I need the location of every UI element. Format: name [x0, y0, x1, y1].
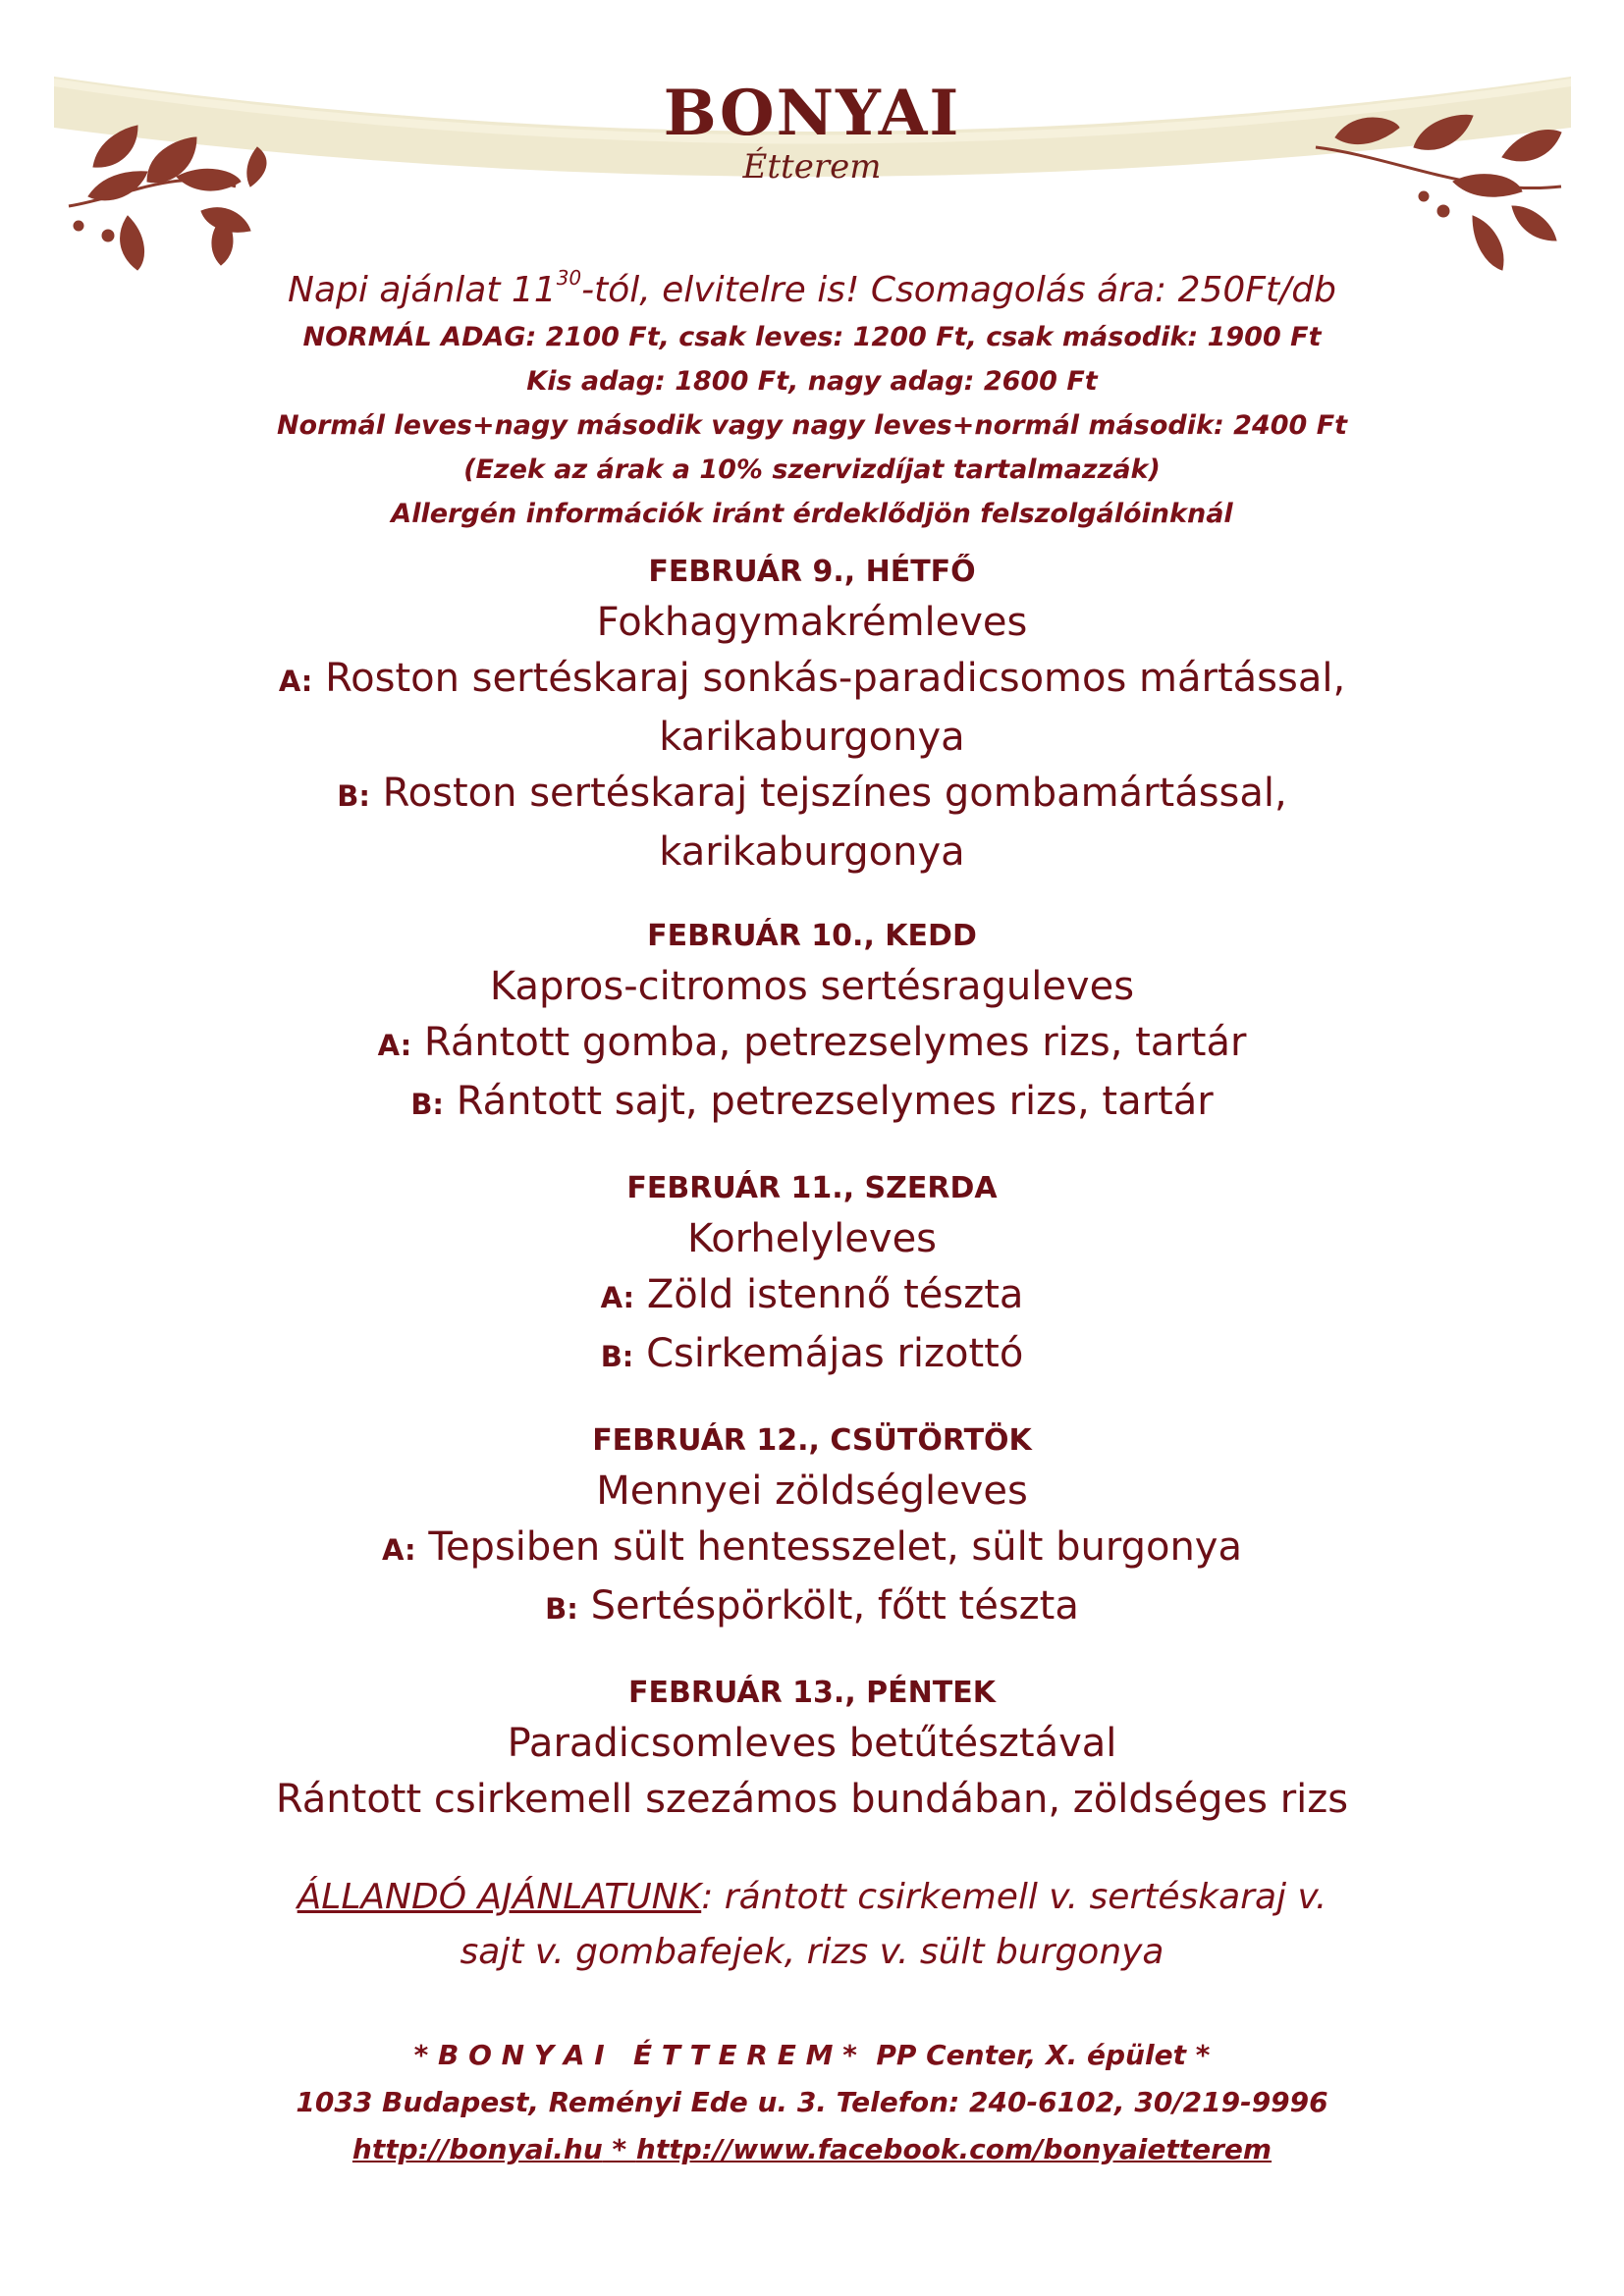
option-b — [0, 1074, 1624, 1133]
link-separator: * — [602, 2133, 636, 2165]
main-dish: Rántott csirkemell szezámos bundában, zöldséges rizs — [275, 1777, 1349, 1822]
option-text: Csirkemájas rizottó — [646, 1331, 1024, 1376]
option-a — [0, 1520, 1624, 1578]
soup: Fokhagymakrémleves — [596, 600, 1028, 645]
price-line: Kis adag: 1800 Ft, nagy adag: 2600 Ft — [526, 366, 1098, 397]
intro-block — [0, 257, 1624, 536]
footer-address-line: 1033 Budapest, Reményi Ede u. 3. Telefon: 240-6102, 30/219-9996 — [296, 2086, 1328, 2118]
option-a — [0, 1015, 1624, 1074]
daily-offer-prefix: Napi ajánlat 11 — [288, 270, 557, 310]
daily-offer-suffix: -tól, elvitelre is! Csomagolás ára: 250Ft/db — [581, 270, 1336, 310]
day-friday — [0, 1671, 1624, 1828]
restaurant-subtitle: Étterem — [742, 147, 882, 187]
footer — [0, 2032, 1624, 2173]
day-thursday — [0, 1418, 1624, 1637]
option-label: B: — [337, 779, 370, 813]
option-text: Rántott sajt, petrezselymes rizs, tartár — [456, 1079, 1214, 1124]
day-tuesday — [0, 914, 1624, 1133]
day-title: FEBRUÁR 10., KEDD — [647, 919, 977, 953]
price-note: (Ezek az árak a 10% szervizdíjat tartalmazzák) — [463, 454, 1161, 485]
option-b — [0, 1578, 1624, 1637]
option-label: B: — [600, 1340, 634, 1373]
day-monday — [0, 550, 1624, 881]
restaurant-name: BONYAI — [663, 77, 961, 150]
option-text: Tepsiben sült hentesszelet, sült burgonya — [428, 1524, 1242, 1570]
day-title: FEBRUÁR 12., CSÜTÖRTÖK — [592, 1423, 1032, 1458]
price-line: Normál leves+nagy második vagy nagy leves+normál második: 2400 Ft — [276, 410, 1348, 441]
option-label: A: — [600, 1281, 635, 1314]
facebook-link[interactable]: http://www.facebook.com/bonyaietterem — [635, 2133, 1272, 2165]
weekly-menu — [0, 550, 1624, 1861]
soup: Paradicsomleves betűtésztával — [507, 1721, 1117, 1766]
permanent-offer-line2: sajt v. gombafejek, rizs v. sült burgonya — [460, 1932, 1164, 1972]
footer-name-line: * B O N Y A I É T T E R E M * PP Center, X. épület * — [413, 2039, 1211, 2071]
daily-offer-sup: 30 — [556, 266, 582, 290]
permanent-offer-text: : rántott csirkemell v. sertéskaraj v. — [701, 1877, 1327, 1917]
option-a — [0, 651, 1624, 710]
header-banner — [0, 0, 1624, 294]
option-label: A: — [278, 665, 313, 698]
permanent-offer-line1 — [0, 1870, 1624, 1925]
option-b — [0, 1326, 1624, 1385]
option-label: B: — [410, 1088, 445, 1121]
price-line: NORMÁL ADAG: 2100 Ft, csak leves: 1200 Ft, csak második: 1900 Ft — [302, 322, 1322, 352]
option-label: A: — [382, 1533, 416, 1567]
option-text: Sertéspörkölt, főtt tészta — [590, 1583, 1079, 1629]
option-b — [0, 766, 1624, 825]
footer-links — [0, 2126, 1624, 2173]
option-text: Rántott gomba, petrezselymes rizs, tartár — [423, 1020, 1247, 1065]
soup: Korhelyleves — [686, 1216, 938, 1261]
permanent-offer — [0, 1870, 1624, 1980]
option-label: A: — [377, 1029, 412, 1062]
option-text: Roston sertéskaraj tejszínes gombamártással, — [382, 771, 1287, 816]
day-title: FEBRUÁR 11., SZERDA — [626, 1171, 998, 1205]
soup: Kapros-citromos sertésraguleves — [489, 964, 1135, 1009]
permanent-offer-label: ÁLLANDÓ AJÁNLATUNK — [297, 1877, 702, 1917]
option-label: B: — [545, 1592, 578, 1626]
daily-offer-line — [0, 257, 1624, 315]
option-a — [0, 1267, 1624, 1326]
day-wednesday — [0, 1166, 1624, 1385]
website-link[interactable]: http://bonyai.hu — [352, 2133, 603, 2165]
option-text: Zöld istennő tészta — [646, 1272, 1024, 1317]
soup: Mennyei zöldségleves — [596, 1468, 1028, 1514]
option-a-cont: karikaburgonya — [659, 715, 965, 760]
option-b-cont: karikaburgonya — [659, 829, 965, 875]
option-text: Roston sertéskaraj sonkás-paradicsomos mártással, — [325, 656, 1346, 701]
day-title: FEBRUÁR 13., PÉNTEK — [628, 1676, 996, 1710]
day-title: FEBRUÁR 9., HÉTFŐ — [648, 555, 976, 589]
allergen-note: Allergén információk iránt érdeklődjön felszolgálóinknál — [391, 499, 1233, 529]
